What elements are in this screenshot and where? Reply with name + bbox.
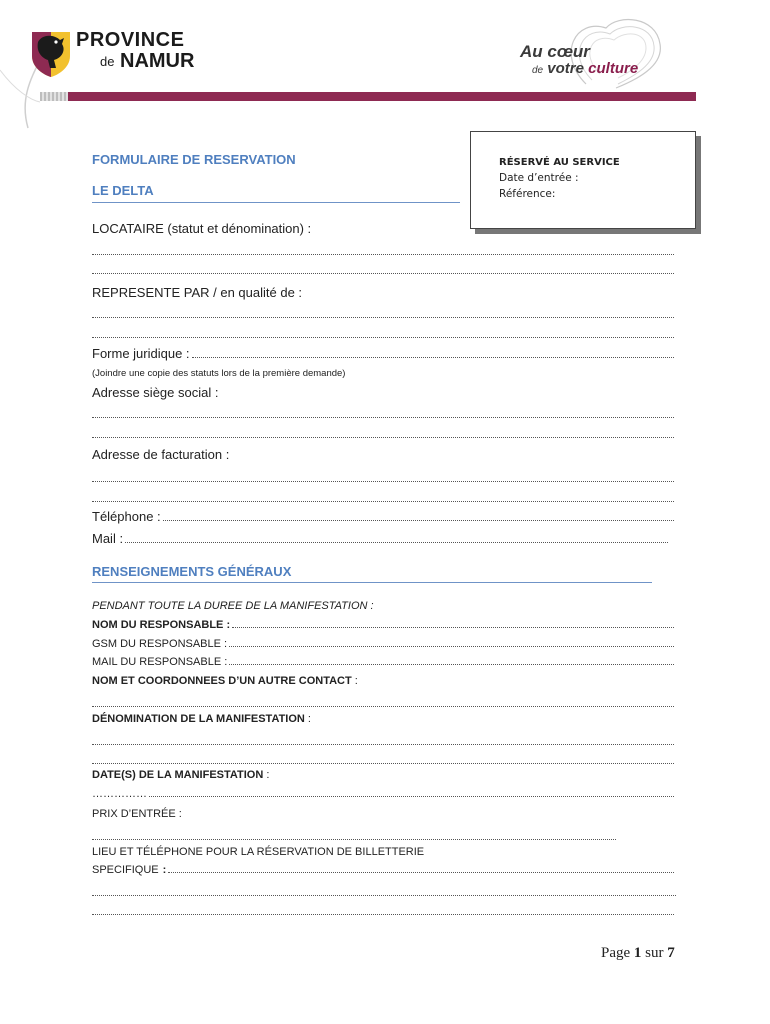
specifique-row [92, 864, 674, 876]
autre-contact-line[interactable] [92, 705, 674, 707]
gsm-responsable-line[interactable] [229, 645, 674, 647]
page-sep: sur [645, 945, 664, 961]
form-title: FORMULAIRE DE RESERVATION [92, 152, 296, 167]
adresse-siege-line-2[interactable] [92, 436, 674, 438]
mail-row [92, 531, 668, 546]
telephone-line[interactable] [163, 519, 674, 521]
forme-juridique-note: (Joindre une copie des statuts lors de la première demande) [92, 368, 346, 379]
denomination-colon: : [307, 713, 311, 725]
page-number [601, 945, 675, 962]
form-subtitle: LE DELTA [92, 183, 154, 198]
forme-juridique-label: Forme juridique : [92, 346, 190, 361]
telephone-label: Téléphone : [92, 509, 161, 524]
denomination-line-2[interactable] [92, 762, 674, 764]
pendant-text: PENDANT TOUTE LA DUREE DE LA MANIFESTATION : [92, 600, 374, 612]
lieu-label: LIEU ET TÉLÉPHONE POUR LA RÉSERVATION DE BILLETTERIE [92, 846, 425, 858]
logo-de-small-text: de [532, 65, 544, 76]
locataire-line-1[interactable] [92, 253, 674, 255]
prix-line[interactable] [92, 838, 616, 840]
represente-label: REPRESENTE PAR / en qualité de : [92, 285, 303, 300]
telephone-row [92, 509, 674, 524]
specifique-line-2[interactable] [92, 894, 676, 896]
autre-contact-row [92, 675, 358, 687]
denomination-label: DÉNOMINATION DE LA MANIFESTATION [92, 713, 305, 725]
logo-votre-text: votre [547, 60, 584, 77]
reserved-service-box [470, 131, 696, 229]
autre-contact-colon: : [354, 675, 358, 687]
specifique-line[interactable] [168, 871, 674, 873]
dates-colon: : [266, 769, 270, 781]
header-bar [68, 92, 696, 101]
specifique-line-3[interactable] [92, 913, 674, 915]
mail-responsable-row [92, 656, 674, 668]
mail-label: Mail : [92, 531, 124, 546]
logo-province-text: PROVINCE [76, 29, 185, 51]
logo-au-coeur-text: Au cœur [520, 42, 590, 61]
forme-juridique-row [92, 346, 674, 361]
nom-responsable-line[interactable] [232, 626, 674, 628]
mail-responsable-line[interactable] [229, 663, 674, 665]
mail-responsable-label: MAIL DU RESPONSABLE : [92, 656, 228, 668]
nom-responsable-label: NOM DU RESPONSABLE : [92, 619, 231, 631]
gsm-responsable-label: GSM DU RESPONSABLE : [92, 638, 228, 650]
specifique-colon: : [162, 864, 167, 876]
title-divider [92, 202, 460, 203]
denomination-line-1[interactable] [92, 743, 674, 745]
logo-de-text: de [100, 54, 115, 69]
general-section-title: RENSEIGNEMENTS GÉNÉRAUX [92, 564, 292, 579]
denomination-row [92, 713, 311, 725]
logo-culture-text: culture [588, 60, 639, 77]
adresse-siege-line-1[interactable] [92, 416, 674, 418]
represente-line-1[interactable] [92, 316, 674, 318]
general-section-divider [92, 582, 652, 583]
gsm-responsable-row [92, 638, 674, 650]
entry-date-label: Date d’entrée : [499, 172, 579, 184]
culture-logo [516, 14, 676, 92]
mail-line[interactable] [125, 541, 668, 543]
adresse-facturation-label: Adresse de facturation : [92, 447, 230, 462]
locataire-line-2[interactable] [92, 272, 674, 274]
dates-line[interactable] [149, 795, 674, 797]
represente-line-2[interactable] [92, 336, 674, 338]
reference-label: Référence: [499, 188, 556, 200]
dates-line-row [92, 788, 674, 800]
autre-contact-label: NOM ET COORDONNEES D’UN AUTRE CONTACT [92, 675, 352, 687]
header-bar-pattern [40, 92, 68, 101]
nom-responsable-row [92, 619, 674, 631]
logo-votre-culture [532, 60, 638, 77]
page-total: 7 [667, 945, 675, 961]
logo-namur-text: NAMUR [120, 50, 195, 72]
forme-juridique-line[interactable] [192, 356, 674, 358]
specifique-label: SPECIFIQUE [92, 864, 159, 876]
reserved-heading: RÉSERVÉ AU SERVICE [499, 157, 620, 168]
dates-short-dots: …………… [92, 788, 147, 800]
adresse-facturation-line-2[interactable] [92, 500, 674, 502]
rooster-crest-icon [28, 28, 74, 78]
dates-row [92, 769, 269, 781]
adresse-facturation-line-1[interactable] [92, 480, 674, 482]
dates-label: DATE(S) DE LA MANIFESTATION [92, 769, 264, 781]
prix-label: PRIX D’ENTRÉE : [92, 808, 182, 820]
page-prefix: Page [601, 945, 631, 961]
locataire-label: LOCATAIRE (statut et dénomination) : [92, 221, 312, 236]
adresse-siege-label: Adresse siège social : [92, 385, 219, 400]
province-namur-logo [28, 26, 195, 82]
page-current: 1 [633, 945, 642, 961]
